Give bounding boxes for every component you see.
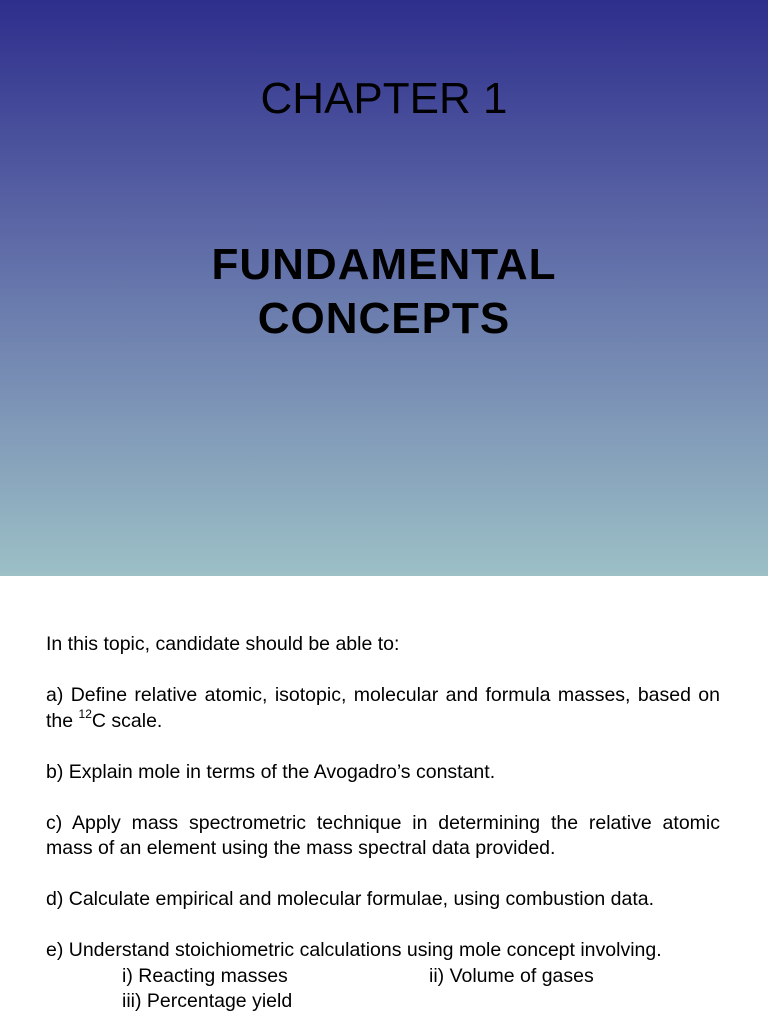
objective-e-row-2: [46, 989, 720, 1015]
spacer: [46, 913, 720, 939]
objective-e-item-percentage-yield: iii) Percentage yield: [122, 990, 293, 1012]
topic-title: [0, 238, 768, 346]
objective-e-row-1: [46, 964, 720, 990]
objectives-intro: In this topic, candidate should be able to:: [46, 633, 400, 655]
spacer: [46, 658, 720, 684]
objective-e-item-reacting-masses: i) Reacting masses: [122, 964, 288, 987]
objective-a-tail: C scale.: [91, 709, 163, 732]
topic-title-line-1: FUNDAMENTAL: [211, 240, 557, 289]
chapter-title: CHAPTER 1: [260, 74, 508, 123]
objective-a-text: a) Define relative atomic, isotopic, molecular and formula masses, based on the: [46, 684, 720, 732]
objective-b: b) Explain mole in terms of the Avogadro’s constant.: [46, 760, 496, 783]
isotope-mass-number: 12: [78, 707, 92, 721]
objective-d: d) Calculate empirical and molecular formulae, using combustion data.: [46, 888, 655, 910]
spacer: [46, 734, 720, 760]
objective-e-item-volume-of-gases: ii) Volume of gases: [429, 964, 594, 987]
topic-title-line-2: CONCEPTS: [257, 294, 511, 343]
spacer: [46, 785, 720, 811]
objective-a: [46, 683, 720, 734]
objective-e: e) Understand stoichiometric calculations using mole concept involving.: [46, 939, 662, 961]
learning-objectives: [46, 632, 720, 1015]
objective-c: c) Apply mass spectrometric technique in determining the relative atomic mass of an element using the mass spectral data provided.: [46, 811, 720, 859]
spacer: [46, 862, 720, 888]
